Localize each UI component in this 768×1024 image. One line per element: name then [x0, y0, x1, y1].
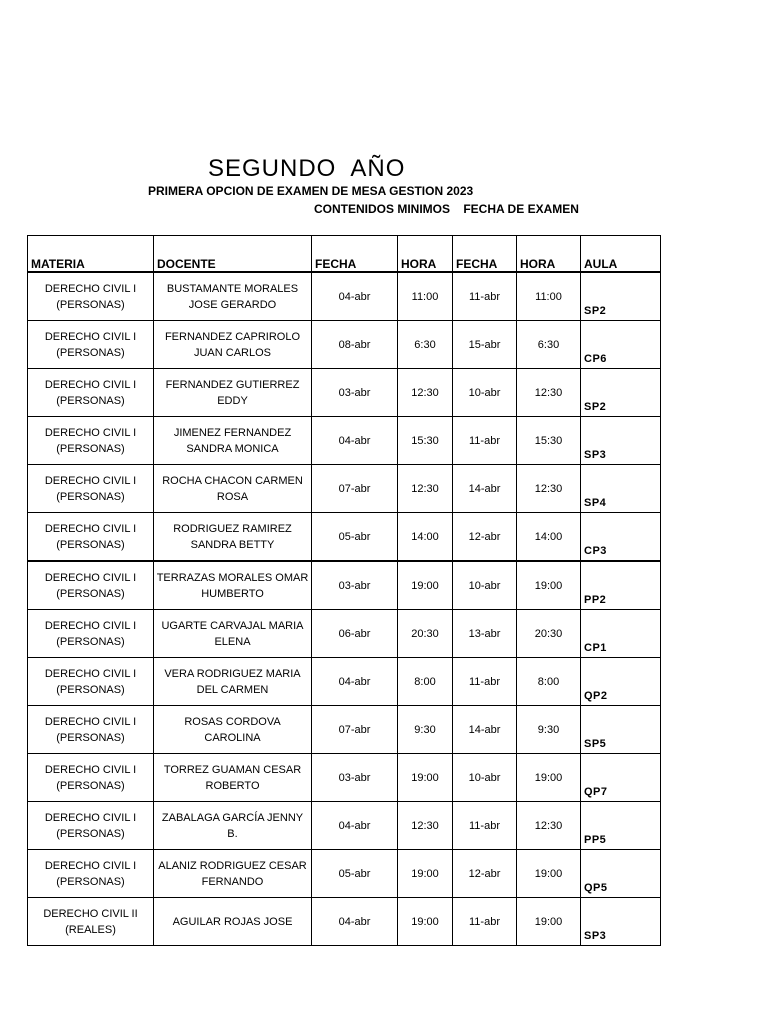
docente-cell: AGUILAR ROJAS JOSE [154, 898, 312, 946]
fecha-1-cell: 08-abr [312, 321, 398, 369]
fecha-2-cell: 15-abr [453, 321, 517, 369]
aula-cell: CP1 [581, 610, 661, 658]
fecha-2-cell: 11-abr [453, 802, 517, 850]
header-fecha-1: FECHA [312, 236, 398, 273]
docente-cell: RODRIGUEZ RAMIREZ SANDRA BETTY [154, 513, 312, 562]
materia-cell: DERECHO CIVIL I (PERSONAS) [28, 802, 154, 850]
aula-cell: PP2 [581, 561, 661, 610]
materia-cell: DERECHO CIVIL I (PERSONAS) [28, 561, 154, 610]
table-row [28, 706, 661, 754]
aula-cell: SP2 [581, 369, 661, 417]
materia-cell: DERECHO CIVIL I (PERSONAS) [28, 465, 154, 513]
aula-cell: QP5 [581, 850, 661, 898]
fecha-1-cell: 05-abr [312, 850, 398, 898]
fecha-1-cell: 03-abr [312, 369, 398, 417]
hora-2-cell: 19:00 [517, 754, 581, 802]
materia-cell: DERECHO CIVIL I (PERSONAS) [28, 417, 154, 465]
materia-cell: DERECHO CIVIL I (PERSONAS) [28, 850, 154, 898]
hora-2-cell: 9:30 [517, 706, 581, 754]
hora-1-cell: 19:00 [398, 561, 453, 610]
hora-1-cell: 20:30 [398, 610, 453, 658]
exam-schedule-table [27, 235, 661, 946]
docente-cell: FERNANDEZ GUTIERREZ EDDY [154, 369, 312, 417]
fecha-2-cell: 13-abr [453, 610, 517, 658]
fecha-2-cell: 11-abr [453, 417, 517, 465]
exam-columns-subtitle: CONTENIDOS MINIMOS FECHA DE EXAMEN [314, 202, 579, 216]
fecha-1-cell: 04-abr [312, 802, 398, 850]
hora-1-cell: 19:00 [398, 850, 453, 898]
materia-cell: DERECHO CIVIL I (PERSONAS) [28, 321, 154, 369]
hora-2-cell: 11:00 [517, 272, 581, 321]
aula-cell: SP3 [581, 417, 661, 465]
fecha-1-cell: 06-abr [312, 610, 398, 658]
fecha-1-cell: 03-abr [312, 754, 398, 802]
fecha-2-cell: 11-abr [453, 898, 517, 946]
header-fecha-2: FECHA [453, 236, 517, 273]
hora-1-cell: 12:30 [398, 369, 453, 417]
header-materia: MATERIA [28, 236, 154, 273]
docente-cell: UGARTE CARVAJAL MARIA ELENA [154, 610, 312, 658]
materia-cell: DERECHO CIVIL I (PERSONAS) [28, 369, 154, 417]
hora-1-cell: 9:30 [398, 706, 453, 754]
fecha-1-cell: 04-abr [312, 658, 398, 706]
hora-1-cell: 11:00 [398, 272, 453, 321]
fecha-2-cell: 11-abr [453, 658, 517, 706]
aula-cell: QP2 [581, 658, 661, 706]
hora-1-cell: 19:00 [398, 898, 453, 946]
table-row [28, 369, 661, 417]
materia-cell: DERECHO CIVIL I (PERSONAS) [28, 272, 154, 321]
fecha-1-cell: 07-abr [312, 706, 398, 754]
docente-cell: TERRAZAS MORALES OMAR HUMBERTO [154, 561, 312, 610]
hora-2-cell: 14:00 [517, 513, 581, 562]
table-row [28, 850, 661, 898]
docente-cell: JIMENEZ FERNANDEZ SANDRA MONICA [154, 417, 312, 465]
table-row [28, 898, 661, 946]
aula-cell: CP6 [581, 321, 661, 369]
fecha-2-cell: 11-abr [453, 272, 517, 321]
fecha-2-cell: 10-abr [453, 369, 517, 417]
hora-1-cell: 15:30 [398, 417, 453, 465]
hora-1-cell: 12:30 [398, 802, 453, 850]
docente-cell: ZABALAGA GARCÍA JENNY B. [154, 802, 312, 850]
page-title: SEGUNDO AÑO [208, 155, 406, 182]
docente-cell: ROCHA CHACON CARMEN ROSA [154, 465, 312, 513]
hora-1-cell: 19:00 [398, 754, 453, 802]
aula-cell: CP3 [581, 513, 661, 562]
fecha-1-cell: 03-abr [312, 561, 398, 610]
fecha-2-cell: 10-abr [453, 561, 517, 610]
materia-cell: DERECHO CIVIL I (PERSONAS) [28, 754, 154, 802]
hora-2-cell: 20:30 [517, 610, 581, 658]
table-row [28, 754, 661, 802]
hora-2-cell: 12:30 [517, 465, 581, 513]
materia-cell: DERECHO CIVIL I (PERSONAS) [28, 658, 154, 706]
aula-cell: SP5 [581, 706, 661, 754]
hora-1-cell: 14:00 [398, 513, 453, 562]
materia-cell: DERECHO CIVIL I (PERSONAS) [28, 513, 154, 562]
fecha-1-cell: 04-abr [312, 272, 398, 321]
docente-cell: ROSAS CORDOVA CAROLINA [154, 706, 312, 754]
docente-cell: ALANIZ RODRIGUEZ CESAR FERNANDO [154, 850, 312, 898]
fecha-2-cell: 12-abr [453, 850, 517, 898]
fecha-1-cell: 07-abr [312, 465, 398, 513]
hora-2-cell: 8:00 [517, 658, 581, 706]
fecha-2-cell: 12-abr [453, 513, 517, 562]
table-row [28, 513, 661, 562]
hora-2-cell: 19:00 [517, 850, 581, 898]
docente-cell: VERA RODRIGUEZ MARIA DEL CARMEN [154, 658, 312, 706]
table-row [28, 417, 661, 465]
fecha-2-cell: 14-abr [453, 465, 517, 513]
fecha-1-cell: 04-abr [312, 898, 398, 946]
table-row [28, 465, 661, 513]
aula-cell: SP3 [581, 898, 661, 946]
hora-2-cell: 12:30 [517, 802, 581, 850]
materia-cell: DERECHO CIVIL I (PERSONAS) [28, 706, 154, 754]
table-row [28, 321, 661, 369]
hora-1-cell: 8:00 [398, 658, 453, 706]
docente-cell: BUSTAMANTE MORALES JOSE GERARDO [154, 272, 312, 321]
header-docente: DOCENTE [154, 236, 312, 273]
aula-cell: SP2 [581, 272, 661, 321]
fecha-1-cell: 04-abr [312, 417, 398, 465]
hora-2-cell: 19:00 [517, 898, 581, 946]
fecha-1-cell: 05-abr [312, 513, 398, 562]
hora-1-cell: 6:30 [398, 321, 453, 369]
table-header-row [28, 236, 661, 273]
docente-cell: TORREZ GUAMAN CESAR ROBERTO [154, 754, 312, 802]
header-aula: AULA [581, 236, 661, 273]
hora-2-cell: 15:30 [517, 417, 581, 465]
hora-2-cell: 19:00 [517, 561, 581, 610]
table-row [28, 610, 661, 658]
aula-cell: PP5 [581, 802, 661, 850]
materia-cell: DERECHO CIVIL I (PERSONAS) [28, 610, 154, 658]
exam-period-subtitle: PRIMERA OPCION DE EXAMEN DE MESA GESTION 2023 [148, 184, 474, 198]
hora-2-cell: 6:30 [517, 321, 581, 369]
fecha-2-cell: 14-abr [453, 706, 517, 754]
aula-cell: SP4 [581, 465, 661, 513]
table-row [28, 561, 661, 610]
table-row [28, 272, 661, 321]
fecha-2-cell: 10-abr [453, 754, 517, 802]
table-row [28, 802, 661, 850]
aula-cell: QP7 [581, 754, 661, 802]
header-hora-1: HORA [398, 236, 453, 273]
table-row [28, 658, 661, 706]
header-hora-2: HORA [517, 236, 581, 273]
materia-cell: DERECHO CIVIL II (REALES) [28, 898, 154, 946]
hora-2-cell: 12:30 [517, 369, 581, 417]
hora-1-cell: 12:30 [398, 465, 453, 513]
docente-cell: FERNANDEZ CAPRIROLO JUAN CARLOS [154, 321, 312, 369]
